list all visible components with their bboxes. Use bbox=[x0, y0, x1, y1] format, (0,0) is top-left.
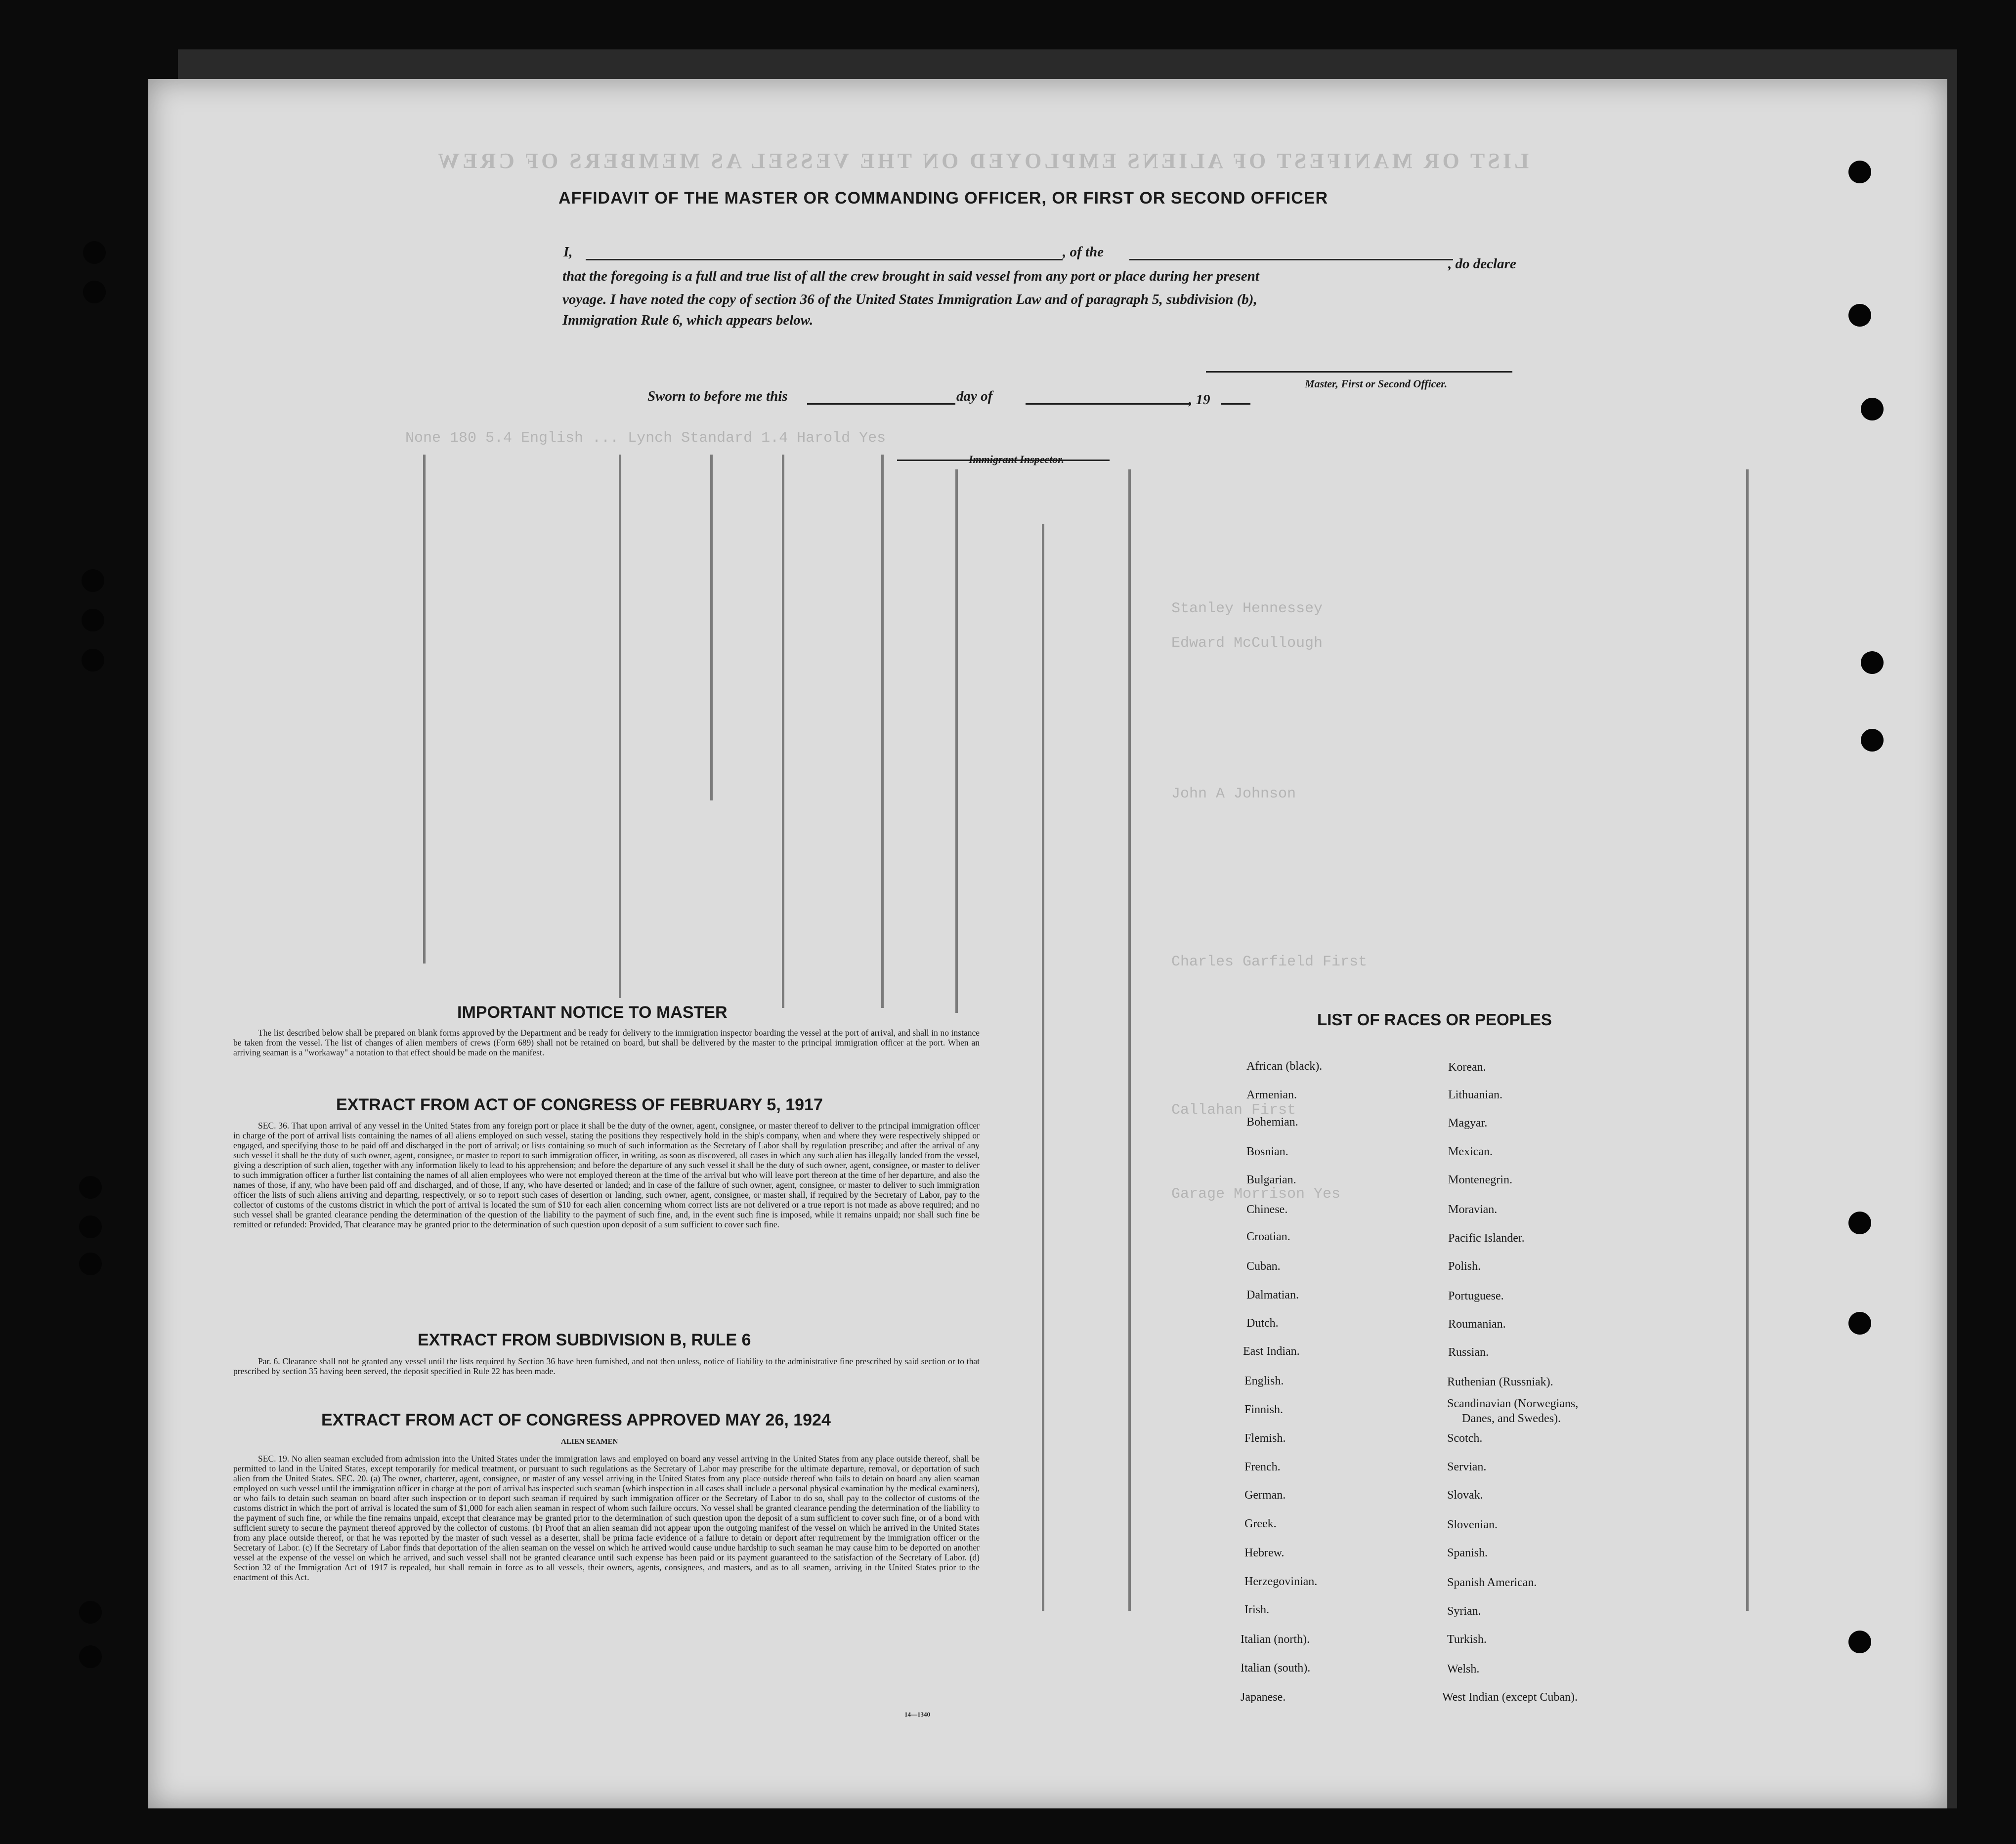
affidavit-declare: , do declare bbox=[1448, 256, 1516, 272]
race-item: Danes, and Swedes). bbox=[1462, 1412, 1561, 1425]
punch-hole bbox=[79, 1176, 102, 1199]
column-rule bbox=[782, 455, 784, 1008]
act1917-text: SEC. 36. That upon arrival of any vessel in the United States from any foreign port or place it shall be the duty of the owner, agent, consignee, or master thereof to deliver to the principal immigration officer in charge of the port of arrival lists containing the names of all aliens employed on such vessel, stating the positions they respectively hold in the ship's company, when and where they were respectively shipped or engaged, and specifying those to be paid off and discharged in the port of arrival; or lists containing so much of such information as the Secretary of Labor shall by regulation prescribe; and after the arrival of any such vessel it shall be the duty of such owner, agent, consignee, or master to report to such immigration officer, in writing, as soon as discovered, all cases in which any such alien has illegally landed from the vessel, giving a description of such alien, together with any information likely to lead to his apprehension; and before the departure of any such vessel it shall be the duty of such owner, agent, consignee, or master to deliver to such immigration officer a further list containing the names of all alien employees who were not employed thereon at the time of the arrival but who will leave port thereon at the time of her departure, and also the names of those, if any, who have been paid off and discharged, and of those, if any, who have deserted or landed; and in case of the failure of such owner, agent, consignee, or master to deliver to such immigration officer the lists of such aliens arriving and departing, respectively, or so to report such cases of desertion or landing, such owner, agent, consignee, or master shall, if required by the Secretary of Labor, pay to the collector of customs of the customs district in which the port of arrival is located the sum of $10 for each alien concerning whom correct lists are not delivered or a true report is not made as above required; and no such vessel shall be granted clearance pending the determination of the question of the liability to the payment of such fine, and, in the event such fine is imposed, while it remains unpaid; nor shall such fine be remitted or refunded: Provided, That clearance may be granted prior to the determination of such question upon deposit of a sum sufficient to cover such fine. bbox=[233, 1121, 980, 1229]
race-item: Turkish. bbox=[1447, 1633, 1487, 1646]
punch-hole bbox=[1861, 651, 1884, 674]
column-rule bbox=[1746, 469, 1749, 1611]
column-rule bbox=[423, 455, 426, 964]
punch-hole bbox=[83, 241, 106, 264]
year-blank bbox=[1221, 403, 1250, 405]
sworn-day-blank bbox=[807, 403, 955, 405]
punch-hole bbox=[82, 649, 104, 671]
punch-hole bbox=[1848, 1212, 1871, 1234]
affidavit-title: AFFIDAVIT OF THE MASTER OR COMMANDING OFFICER, OR FIRST OR SECOND OFFICER bbox=[558, 189, 1328, 208]
affidavit-body-1: that the foregoing is a full and true list of all the crew brought in said vessel from any port or place during her present bbox=[562, 268, 1259, 284]
race-item: African (black). bbox=[1246, 1060, 1323, 1073]
rule6-title: EXTRACT FROM SUBDIVISION B, RULE 6 bbox=[418, 1331, 751, 1349]
punch-hole bbox=[79, 1253, 102, 1275]
race-item: Japanese. bbox=[1241, 1691, 1286, 1704]
race-item: Chinese. bbox=[1246, 1203, 1288, 1216]
bleed-through-text: John A Johnson bbox=[1171, 786, 1296, 802]
rule6-text: Par. 6. Clearance shall not be granted any vessel until the lists required by Section 36 have been furnished, and not then unless, notice of liability to the administrative fine prescribed by said section or to that prescribed by section 35 having been served, the deposit specified in Rule 22 has been made. bbox=[233, 1356, 980, 1376]
race-item: Polish. bbox=[1448, 1260, 1481, 1273]
race-item: Finnish. bbox=[1244, 1403, 1284, 1416]
race-item: Pacific Islander. bbox=[1448, 1232, 1525, 1245]
race-item: Slovak. bbox=[1447, 1489, 1483, 1502]
race-item: Hebrew. bbox=[1244, 1547, 1285, 1559]
bleed-through-text: None 180 5.4 English ... Lynch Standard 1.4 Harold Yes bbox=[405, 430, 886, 447]
punch-hole bbox=[1861, 398, 1884, 420]
race-item: Scandinavian (Norwegians, bbox=[1447, 1397, 1579, 1410]
race-item: Servian. bbox=[1447, 1461, 1487, 1473]
master-signature-line bbox=[1206, 371, 1512, 373]
bleed-through-text: Charles Garfield First bbox=[1171, 954, 1368, 970]
act1924-text: SEC. 19. No alien seaman excluded from admission into the United States under the immigration laws and employed on board any vessel arriving in the United States from any place outside thereof, shall be permitted to land in the United States, except temporarily for medical treatment, or pursuant to such regulations as the Secretary of Labor may prescribe for the ultimate departure, removal, or deportation of such alien from the United States. SEC. 20. (a) The owner, charterer, agent, consignee, or master of any vessel arriving in the United States from any place outside thereof who fails to detain on board any alien seaman employed on such vessel until the immigration officer in charge at the port of arrival has inspected such seaman (which inspection in all cases shall include a personal physical examination by the medical examiners), or who fails to detain such seaman on board after such inspection or to deport such seaman if required by such immigration officer or the Secretary of Labor to do so, shall pay to the collector of customs of the customs district in which the port of arrival is located the sum of $1,000 for each alien seaman in respect of whom such failure occurs. No vessel shall be granted clearance pending the determination of the liability to the payment of such fine, or while the fine remains unpaid, except that clearance may be granted prior to the determination of such question upon the deposit of a sum sufficient to cover such fine, or of a bond with sufficient surety to secure the payment thereof approved by the collector of customs. (b) Proof that an alien seaman did not appear upon the outgoing manifest of the vessel on which he arrived in the United States from any place outside thereof, or that he was reported by the master of such vessel as a deserter, shall be prima facie evidence of a failure to detain or deport after requirement by the immigration officer or the Secretary of Labor. (c) If the Secretary of Labor finds that deportation of the alien seaman on the vessel on which he arrived would cause undue hardship to such seaman he may cause him to be deported on another vessel at the expense of the vessel on which he arrived, and such vessel shall not be granted clearance until such expense has been paid or its payment guaranteed to the satisfaction of the Secretary of Labor. (d) Section 32 of the Immigration Act of 1917 is repealed, but shall remain in force as to all vessels, their owners, agents, consignees, and masters, and as to all seamen, arriving in the United States prior to the enactment of this Act. bbox=[233, 1454, 980, 1582]
race-item: Greek. bbox=[1244, 1517, 1277, 1530]
sworn-month-blank bbox=[1026, 403, 1191, 405]
bleed-through-text: Callahan First bbox=[1171, 1102, 1296, 1119]
race-item: Italian (north). bbox=[1241, 1633, 1310, 1646]
act1924-subtitle: ALIEN SEAMEN bbox=[561, 1438, 618, 1446]
race-item: German. bbox=[1244, 1489, 1286, 1502]
race-item: Spanish American. bbox=[1447, 1576, 1537, 1589]
race-item: Welsh. bbox=[1447, 1663, 1480, 1676]
race-item: Bulgarian. bbox=[1246, 1173, 1296, 1186]
year-text: , 19 bbox=[1189, 392, 1210, 408]
race-item: Cuban. bbox=[1246, 1260, 1281, 1273]
affidavit-i: I, bbox=[563, 244, 573, 260]
vessel-blank bbox=[1129, 259, 1453, 260]
race-item: Dalmatian. bbox=[1246, 1289, 1299, 1301]
race-item: West Indian (except Cuban). bbox=[1442, 1691, 1578, 1704]
race-item: Italian (south). bbox=[1241, 1662, 1311, 1675]
column-rule bbox=[955, 469, 958, 1013]
race-item: Slovenian. bbox=[1447, 1518, 1498, 1531]
race-item: Russian. bbox=[1448, 1346, 1489, 1359]
column-rule bbox=[1128, 469, 1131, 1611]
punch-hole bbox=[79, 1645, 102, 1668]
race-item: Croatian. bbox=[1246, 1230, 1290, 1243]
race-item: Lithuanian. bbox=[1448, 1089, 1502, 1101]
race-item: Korean. bbox=[1448, 1061, 1486, 1074]
punch-hole bbox=[83, 281, 106, 303]
form-number: 14—1340 bbox=[904, 1711, 930, 1718]
race-item: Bosnian. bbox=[1246, 1145, 1288, 1158]
affidavit-body-3: Immigration Rule 6, which appears below. bbox=[562, 312, 814, 328]
race-item: Armenian. bbox=[1246, 1089, 1297, 1101]
race-item: Ruthenian (Russniak). bbox=[1447, 1376, 1553, 1388]
punch-hole bbox=[79, 1215, 102, 1238]
punch-hole bbox=[1848, 1631, 1871, 1653]
race-item: Bohemian. bbox=[1246, 1116, 1298, 1129]
race-item: English. bbox=[1244, 1375, 1284, 1387]
punch-hole bbox=[1848, 304, 1871, 327]
bleed-through-text: Stanley Hennessey bbox=[1171, 600, 1323, 617]
race-item: Magyar. bbox=[1448, 1117, 1488, 1130]
inspector-label: Immigrant Inspector. bbox=[969, 453, 1065, 465]
punch-hole bbox=[79, 1601, 102, 1624]
column-rule bbox=[881, 455, 884, 1008]
race-item: Scotch. bbox=[1447, 1432, 1483, 1445]
punch-hole bbox=[82, 609, 104, 631]
master-label: Master, First or Second Officer. bbox=[1305, 377, 1448, 390]
act1924-title: EXTRACT FROM ACT OF CONGRESS APPROVED MAY 26, 1924 bbox=[321, 1411, 831, 1429]
race-item: Irish. bbox=[1244, 1603, 1269, 1616]
race-item: Roumanian. bbox=[1448, 1318, 1506, 1331]
bleed-through-text: Garage Morrison Yes bbox=[1171, 1186, 1341, 1203]
column-rule bbox=[1042, 524, 1044, 1611]
race-item: Mexican. bbox=[1448, 1145, 1493, 1158]
column-rule bbox=[619, 455, 621, 998]
notice-text: The list described below shall be prepared on blank forms approved by the Department and be ready for delivery to the immigration inspector boarding the vessel at the port of arrival, and shall in no instance be taken from the vessel. The list of changes of alien members of crews (Form 689) shall not be retained on board, but shall be delivered by the master to the principal immigration officer at the port. When an arriving seaman is a "workaway" a notation to that effect should be made on the manifest. bbox=[233, 1028, 980, 1057]
race-item: East Indian. bbox=[1243, 1345, 1300, 1358]
punch-hole bbox=[1848, 1312, 1871, 1335]
act1917-title: EXTRACT FROM ACT OF CONGRESS OF FEBRUARY 5, 1917 bbox=[336, 1095, 823, 1114]
sworn-text: Sworn to before me this bbox=[647, 388, 788, 404]
affidavit-of-the: , of the bbox=[1063, 244, 1104, 260]
column-rule bbox=[710, 455, 713, 800]
bleed-through-heading: LIST OR MANIFEST OF ALIENS EMPLOYED ON THE VESSEL AS MEMBERS OF CREW bbox=[435, 149, 1529, 173]
bleed-through-text: Edward McCullough bbox=[1171, 635, 1323, 652]
notice-title: IMPORTANT NOTICE TO MASTER bbox=[457, 1003, 728, 1022]
name-blank bbox=[586, 259, 1063, 260]
race-item: Herzegovinian. bbox=[1244, 1575, 1318, 1588]
race-item: Montenegrin. bbox=[1448, 1173, 1512, 1186]
races-title: LIST OF RACES OR PEOPLES bbox=[1317, 1010, 1552, 1029]
punch-hole bbox=[1848, 161, 1871, 183]
race-item: Portuguese. bbox=[1448, 1290, 1504, 1302]
race-item: French. bbox=[1244, 1461, 1281, 1473]
day-of-text: day of bbox=[956, 388, 993, 404]
race-item: Dutch. bbox=[1246, 1317, 1279, 1330]
affidavit-body-2: voyage. I have noted the copy of section 36 of the United States Immigration Law and of paragraph 5, subdivision (b), bbox=[562, 292, 1257, 307]
race-item: Flemish. bbox=[1244, 1432, 1286, 1445]
race-item: Spanish. bbox=[1447, 1547, 1488, 1559]
punch-hole bbox=[1861, 729, 1884, 752]
punch-hole bbox=[82, 569, 104, 592]
race-item: Moravian. bbox=[1448, 1203, 1498, 1216]
race-item: Syrian. bbox=[1447, 1605, 1481, 1618]
